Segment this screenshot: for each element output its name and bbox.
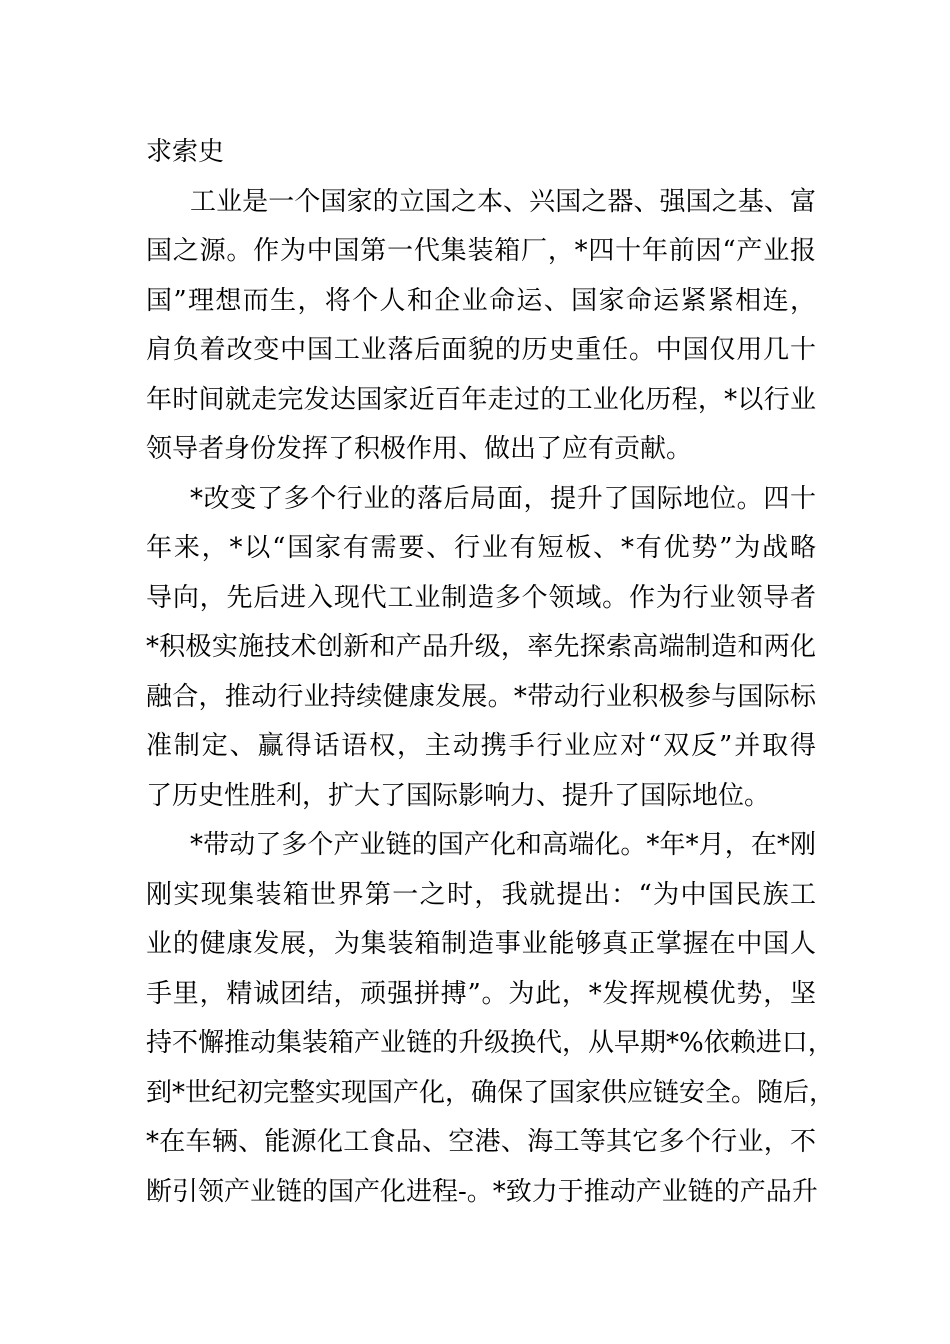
paragraph-1-line-5: 年时间就走完发达国家近百年走过的工业化历程，*以行业 [146,384,816,415]
paragraph-1-line-1: 工业是一个国家的立国之本、兴国之器、强国之基、富 [190,186,816,217]
paragraph-2-line-4: *积极实施技术创新和产品升级，率先探索高端制造和两化 [146,632,816,662]
paragraph-3-line-6: 到*世纪初完整实现国产化，确保了国家供应链安全。随后， [146,1077,836,1108]
paragraph-1-line-6: 领导者身份发挥了积极作用、做出了应有贡献。 [146,434,693,464]
paragraph-3-line-8: 断引领产业链的国产化进程-。*致力于推动产业链的产品升 [146,1176,818,1207]
paragraph-2-line-6: 准制定、赢得话语权，主动携手行业应对“双反”并取得 [146,731,816,761]
paragraph-3-line-5: 持不懈推动集装箱产业链的升级换代，从早期*%依赖进口， [146,1028,834,1058]
paragraph-1-line-2: 国之源。作为中国第一代集装箱厂，*四十年前因“产业报 [146,236,816,266]
text-line-heading: 求索史 [146,137,225,167]
paragraph-3-line-4: 手里，精诚团结，顽强拼搏”。为此，*发挥规模优势，坚 [146,978,816,1009]
paragraph-1-line-3: 国”理想而生，将个人和企业命运、国家命运紧紧相连， [146,285,816,316]
paragraph-2-line-1: *改变了多个行业的落后局面，提升了国际地位。四十 [190,483,816,514]
paragraph-2-line-2: 年来，*以“国家有需要、行业有短板、*有优势”为战略 [146,533,816,563]
paragraph-1-line-4: 肩负着改变中国工业落后面貌的历史重任。中国仅用几十 [146,335,816,365]
document-body [146,128,836,1217]
paragraph-3-line-3: 业的健康发展，为集装箱制造事业能够真正掌握在中国人 [146,929,816,959]
paragraph-3-line-1: *带动了多个产业链的国产化和高端化。*年*月，在*刚 [190,830,816,860]
paragraph-2-line-5: 融合，推动行业持续健康发展。*带动行业积极参与国际标 [146,681,816,712]
paragraph-2-line-7: 了历史性胜利，扩大了国际影响力、提升了国际地位。 [146,780,771,811]
paragraph-2-line-3: 导向，先后进入现代工业制造多个领域。作为行业领导者 [146,582,816,613]
paragraph-3-line-7: *在车辆、能源化工食品、空港、海工等其它多个行业，不 [146,1127,816,1157]
paragraph-3-line-2: 刚实现集装箱世界第一之时，我就提出：“为中国民族工 [146,879,816,910]
